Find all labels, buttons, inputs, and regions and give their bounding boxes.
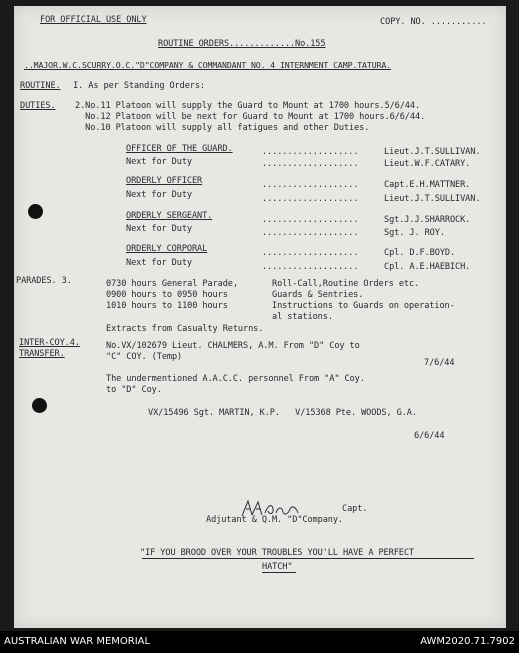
roster-dots: ................... [262,159,359,169]
roster-name: Sgt.J.J.SHARROCK. [384,215,471,225]
roster-role: ORDERLY SERGEANT. [126,211,213,221]
parade-time: 0900 hours to 0950 hours [106,290,228,300]
roster-dots: ................... [262,228,359,238]
roster-role: OFFICER OF THE GUARD. [126,144,233,154]
roster-role: Next for Duty [126,190,192,200]
roster-name: Cpl. D.F.BOYD. [384,248,456,258]
routine-text: I. As per Standing Orders: [68,81,205,91]
roster-name: Cpl. A.E.HAEBICH. [384,262,471,272]
roster-name: Capt.E.H.MATTNER. [384,180,471,190]
roster-dots: ................... [262,215,359,225]
parade-desc: Roll-Call,Routine Orders etc. [272,279,420,289]
copy-number: COPY. NO. ........... [380,17,487,27]
transfer-label: TRANSFER. [19,349,65,359]
signature-title: Adjutant & Q.M. "D"Company. [206,515,343,525]
document-page [14,6,506,628]
parade-desc: al stations. [272,312,333,322]
parade-desc: Instructions to Guards on operation- [272,301,455,311]
roster-dots: ................... [262,180,359,190]
inter-coy-label: INTER-COY.4. [19,338,80,348]
punch-hole-top [28,204,43,219]
roster-name: Lieut.W.F.CATARY. [384,159,471,169]
roster-role: Next for Duty [126,157,192,167]
motto-line-2: HATCH" [262,562,293,572]
punch-hole-bottom [32,398,47,413]
issuer-line: ..MAJOR.W.C.SCURRY.O.C."D"COMPANY & COMMANDANT NO. 4 INTERNMENT CAMP.TATURA. [24,60,392,70]
motto-underline-1 [142,558,474,559]
casualty-heading: Extracts from Casualty Returns. [106,324,264,334]
archive-footer [0,631,519,653]
transfer-line-3: The undermentioned A.A.C.C. personnel From "A" Coy. [106,374,365,384]
roster-dots: ................... [262,194,359,204]
footer-accession: AWM2020.71.7902 [420,636,515,647]
roster-name: Lieut.J.T.SULLIVAN. [384,147,481,157]
duties-line-3: No.10 Platoon will supply all fatigues and other Duties. [75,123,370,133]
roster-name: Sgt. J. ROY. [384,228,445,238]
duties-label: DUTIES. [20,101,56,111]
roster-role: ORDERLY CORPORAL [126,244,208,254]
roster-role: Next for Duty [126,224,192,234]
routine-label: ROUTINE. [20,81,61,91]
transfer-date-2: 6/6/44 [414,431,445,441]
transfer-line-5: VX/15496 Sgt. MARTIN, K.P. V/15368 Pte. WOODS, G.A. [148,408,417,418]
roster-name: Lieut.J.T.SULLIVAN. [384,194,481,204]
motto-underline-2 [262,572,296,573]
roster-role: ORDERLY OFFICER [126,176,203,186]
roster-dots: ................... [262,147,359,157]
motto-line-1: "IF YOU BROOD OVER YOUR TROUBLES YOU'LL HAVE A PERFECT [140,548,414,558]
footer-source: AUSTRALIAN WAR MEMORIAL [4,636,151,647]
transfer-line-2: "C" COY. (Temp) [106,352,183,362]
parade-time: 1010 hours to 1100 hours [106,301,228,311]
routine-orders-title: ROUTINE ORDERS.............No.155 [158,39,326,49]
roster-role: Next for Duty [126,258,192,268]
duties-line-1: 2.No.11 Platoon will supply the Guard to Mount at 1700 hours.5/6/44. [75,101,421,111]
roster-dots: ................... [262,248,359,258]
transfer-line-1: No.VX/102679 Lieut. CHALMERS, A.M. From "D" Coy to [106,341,360,351]
parades-label: PARADES. 3. [16,276,72,286]
duties-line-2: No.12 Platoon will be next for Guard to Mount at 1700 hours.6/6/44. [75,112,426,122]
parade-desc: Guards & Sentries. [272,290,364,300]
transfer-date-1: 7/6/44 [424,358,455,368]
parade-time: 0730 hours General Parade, [106,279,238,289]
official-use-header: FOR OFFICIAL USE ONLY [40,15,147,25]
transfer-line-4: to "D" Coy. [106,385,162,395]
signature-rank: Capt. [342,504,368,514]
roster-dots: ................... [262,262,359,272]
